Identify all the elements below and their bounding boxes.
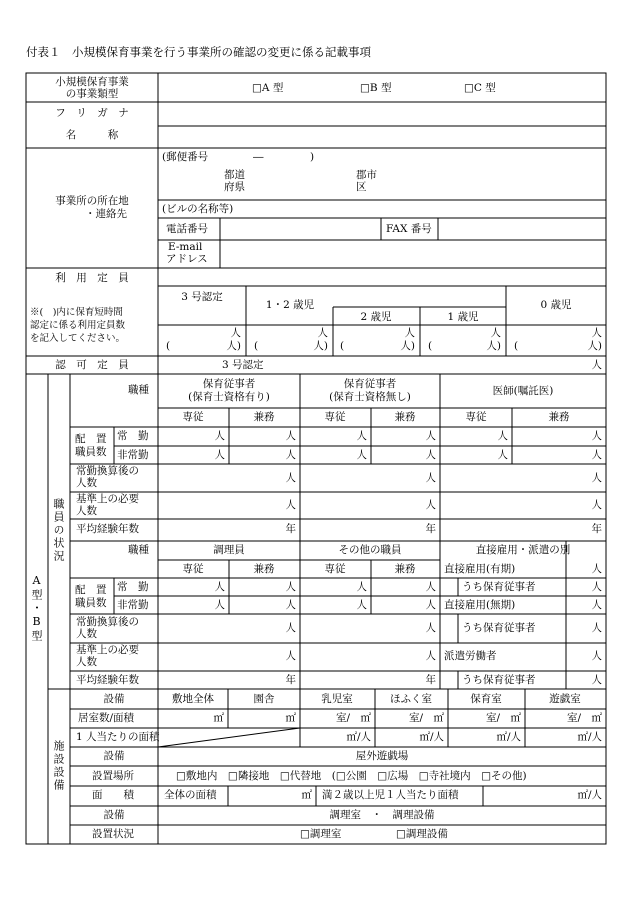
prefecture-top: 都道 xyxy=(224,169,245,181)
paren-close: 人) xyxy=(313,340,328,352)
year-label: 年 xyxy=(591,523,602,535)
unit-label: 人 xyxy=(425,622,436,634)
hijokin-label: 非常勤 xyxy=(117,449,149,461)
facility-col-play: 遊戯室 xyxy=(549,693,581,705)
unit-label: 人 xyxy=(591,499,602,511)
header-hoiku-unqualified: 保育従事者 xyxy=(343,378,397,390)
m2-label: ㎡ xyxy=(285,712,296,724)
type-label: 小規模保育事業 xyxy=(55,76,129,88)
haichi-label-b-2: 職員数 xyxy=(75,597,107,609)
unit-label: 人 xyxy=(214,599,225,611)
header-direct-dispatch: 直接雇用・派遣の別 xyxy=(475,544,571,556)
header-hoiku-qualified-2: (保育士資格有り) xyxy=(188,391,270,403)
ab-type-side-label: A型・B型 xyxy=(30,574,43,643)
unit-label: 人 xyxy=(591,622,602,634)
direct-fixed-label: 直接雇用(有期) xyxy=(444,563,516,575)
facility-col-nursery: 保育室 xyxy=(470,693,502,705)
m2-per-label: ㎡/人 xyxy=(419,731,444,743)
paren-open: ( xyxy=(166,340,171,352)
header-hoiku-unqualified-2: (保育士資格無し) xyxy=(329,391,411,403)
parttime-header: 兼務 xyxy=(253,563,275,575)
unit-label: 人 xyxy=(591,599,602,611)
paren-open: ( xyxy=(428,340,433,352)
checkbox-kitchen[interactable]: □調理室 xyxy=(300,828,342,840)
paren-close: 人) xyxy=(587,340,602,352)
direct-open-label: 直接雇用(無期) xyxy=(444,599,516,611)
fulltime-header: 専従 xyxy=(324,411,346,423)
furigana-label: フ リ ガ ナ xyxy=(55,107,129,119)
email-label: E-mail xyxy=(168,241,203,253)
unit-label: 人 xyxy=(285,650,296,662)
m2-per-label: ㎡/人 xyxy=(577,731,602,743)
uchi-label: うち保育従事者 xyxy=(462,581,536,593)
year-label: 年 xyxy=(285,523,296,535)
email-label-2: アドレス xyxy=(166,253,208,265)
checkbox-type-b[interactable]: □B 型 xyxy=(360,82,392,94)
paren-open: ( xyxy=(340,340,345,352)
kansan-label-b-2: 人数 xyxy=(76,628,97,640)
header-hoiku-qualified: 保育従事者 xyxy=(202,378,256,390)
header-cook: 調理員 xyxy=(213,544,245,556)
capacity-header-1: 1 歳児 xyxy=(447,311,479,323)
unit-label: 人 xyxy=(317,327,328,339)
parttime-header: 兼務 xyxy=(394,411,416,423)
unit-label: 人 xyxy=(591,581,602,593)
unit-label: 人 xyxy=(425,449,436,461)
address-label-2: ・連絡先 xyxy=(85,208,127,220)
unit-label: 人 xyxy=(425,650,436,662)
unit-label: 人 xyxy=(356,599,367,611)
kansan-label: 常勤換算後の xyxy=(76,465,139,477)
staff-side-label: 職員の状況 xyxy=(52,498,65,563)
m2-per-label: ㎡/人 xyxy=(346,731,371,743)
parttime-header: 兼務 xyxy=(548,411,570,423)
unit-label: 人 xyxy=(425,599,436,611)
fulltime-header: 専従 xyxy=(465,411,487,423)
kijun-label-2: 人数 xyxy=(76,505,97,517)
unit-label: 人 xyxy=(591,563,602,575)
m2-per-label: ㎡/人 xyxy=(496,731,521,743)
kansan-label-b: 常勤換算後の xyxy=(76,616,139,628)
jokin-label: 常 勤 xyxy=(117,430,149,442)
unit-label: 人 xyxy=(285,599,296,611)
unit-label: 人 xyxy=(230,327,241,339)
unit-label: 人 xyxy=(285,499,296,511)
prefecture-bottom: 府県 xyxy=(224,181,245,193)
paren-open: ( xyxy=(514,340,519,352)
paren-close: 人) xyxy=(486,340,501,352)
haken-label: 派遣労働者 xyxy=(444,650,497,662)
kijun-label-b-2: 人数 xyxy=(76,656,97,668)
haichi-label-2: 職員数 xyxy=(75,446,107,458)
unit-label: 人 xyxy=(490,327,501,339)
approval-3: 3 号認定 xyxy=(222,359,264,371)
m2-per-label: ㎡/人 xyxy=(577,789,602,801)
hijokin-label-b: 非常勤 xyxy=(117,599,149,611)
year-label: 年 xyxy=(425,674,436,686)
install-status-label: 設置状況 xyxy=(92,828,134,840)
city-bottom: 区 xyxy=(356,181,367,193)
capacity-note-3: を記入してください。 xyxy=(30,333,126,344)
kijun-label: 基準上の必要 xyxy=(76,493,139,505)
jokin-label-b: 常 勤 xyxy=(117,581,149,593)
m2-label: ㎡ xyxy=(301,789,312,801)
fulltime-header: 専従 xyxy=(182,563,204,575)
building-label: (ビルの名称等) xyxy=(162,203,234,215)
area2-label: 面 積 xyxy=(92,789,134,801)
uchi-label-2: うち保育従事者 xyxy=(462,622,536,634)
unit-label: 人 xyxy=(285,430,296,442)
phone-label: 電話番号 xyxy=(166,223,208,235)
haichi-label: 配 置 xyxy=(75,433,107,445)
unit-label: 人 xyxy=(591,449,602,461)
unit-label: 人 xyxy=(591,430,602,442)
parttime-header: 兼務 xyxy=(253,411,275,423)
unit-label: 人 xyxy=(404,327,415,339)
unit-label: 人 xyxy=(214,581,225,593)
unit-label: 人 xyxy=(591,674,602,686)
fulltime-header: 専従 xyxy=(182,411,204,423)
facility-col-building: 園舎 xyxy=(253,693,275,705)
kijun-label-b: 基準上の必要 xyxy=(76,644,139,656)
job-label: 職種 xyxy=(128,384,149,396)
type-label-2: の事業類型 xyxy=(65,88,119,100)
unit-label: 人 xyxy=(285,449,296,461)
per-person-label: 1 人当たりの面積 xyxy=(76,731,160,743)
room-m2-label: 室/ ㎡ xyxy=(485,712,521,724)
unit-label: 人 xyxy=(425,430,436,442)
unit-label: 人 xyxy=(497,449,508,461)
name-field[interactable] xyxy=(164,129,594,143)
postal-dash: ― xyxy=(253,151,264,163)
capacity-header-12: 1・2 歳児 xyxy=(265,299,315,311)
keiken-label-b: 平均経験年数 xyxy=(76,674,139,686)
unit-label: 人 xyxy=(591,650,602,662)
approval-unit: 人 xyxy=(591,359,602,371)
unit-label: 人 xyxy=(356,449,367,461)
capacity-label: 利 用 定 員 xyxy=(55,272,129,284)
haichi-label-b: 配 置 xyxy=(75,584,107,596)
header-doctor: 医師(嘱託医) xyxy=(492,385,554,397)
capacity-header-3: 3 号認定 xyxy=(181,291,223,303)
location-label: 設置場所 xyxy=(92,770,134,782)
paren-close: 人) xyxy=(226,340,241,352)
unit-label: 人 xyxy=(425,499,436,511)
setsubi-label-3: 設備 xyxy=(103,809,125,821)
facility-col-site: 敷地全体 xyxy=(172,693,214,705)
paren-close: 人) xyxy=(400,340,415,352)
header-other-staff: その他の職員 xyxy=(338,544,402,556)
fax-label: FAX 番号 xyxy=(386,223,432,235)
location-options[interactable]: □敷地内 □隣接地 □代替地 (□公園 □広場 □寺社境内 □その他) xyxy=(176,770,527,782)
unit-label: 人 xyxy=(497,430,508,442)
setsubi-label: 設備 xyxy=(103,693,125,705)
job-label-2: 職種 xyxy=(128,544,149,556)
unit-label: 人 xyxy=(285,472,296,484)
checkbox-type-c[interactable]: □C 型 xyxy=(464,82,496,94)
capacity-header-0: 0 歳児 xyxy=(540,299,572,311)
room-m2-label: 室/ ㎡ xyxy=(408,712,444,724)
room-m2-label: 室/ ㎡ xyxy=(335,712,371,724)
kansan-label-2: 人数 xyxy=(76,477,97,489)
fulltime-header: 専従 xyxy=(324,563,346,575)
facility-col-crawl: ほふく室 xyxy=(390,693,432,705)
city-top: 郡市 xyxy=(356,169,377,181)
unit-label: 人 xyxy=(591,327,602,339)
postal-label: (郵便番号 xyxy=(162,151,209,163)
unit-label: 人 xyxy=(591,472,602,484)
paren-open: ( xyxy=(254,340,259,352)
postal-close: ) xyxy=(310,151,315,163)
address-label: 事業所の所在地 xyxy=(55,195,129,207)
unit-label: 人 xyxy=(356,581,367,593)
kitchen-equipment-label: 調理室 ・ 調理設備 xyxy=(329,809,435,821)
unit-label: 人 xyxy=(425,472,436,484)
outdoor-playground-label: 屋外遊戯場 xyxy=(355,750,409,762)
unit-label: 人 xyxy=(425,581,436,593)
parttime-header: 兼務 xyxy=(394,563,416,575)
whole-area-label: 全体の面積 xyxy=(164,789,217,801)
capacity-note: ※( )内に保育短時間 xyxy=(30,307,123,318)
furigana-field[interactable] xyxy=(164,107,594,121)
capacity-header-2: 2 歳児 xyxy=(360,311,392,323)
facility-side-label: 施設設備 xyxy=(52,740,65,792)
document-title: 付表１ 小規模保育事業を行う事業所の確認の変更に係る記載事項 xyxy=(26,45,371,59)
unit-label: 人 xyxy=(356,430,367,442)
facility-col-infant: 乳児室 xyxy=(321,693,353,705)
checkbox-kitchen-equipment[interactable]: □調理設備 xyxy=(396,828,448,840)
approval-label: 認 可 定 員 xyxy=(55,359,129,371)
keiken-label: 平均経験年数 xyxy=(76,523,139,535)
over2-area-label: 満２歳以上児１人当たり面積 xyxy=(322,789,459,801)
unit-label: 人 xyxy=(214,449,225,461)
year-label: 年 xyxy=(425,523,436,535)
uchi-label-3: うち保育従事者 xyxy=(462,674,536,686)
unit-label: 人 xyxy=(214,430,225,442)
setsubi-label-2: 設備 xyxy=(103,750,125,762)
room-m2-label: 室/ ㎡ xyxy=(566,712,602,724)
area-label: 居室数/面積 xyxy=(78,712,135,724)
unit-label: 人 xyxy=(285,581,296,593)
m2-label: ㎡ xyxy=(213,712,224,724)
year-label: 年 xyxy=(285,674,296,686)
checkbox-type-a[interactable]: □A 型 xyxy=(252,82,284,94)
unit-label: 人 xyxy=(285,622,296,634)
capacity-note-2: 認定に係る利用定員数 xyxy=(30,320,126,331)
name-label: 名 称 xyxy=(65,129,119,141)
